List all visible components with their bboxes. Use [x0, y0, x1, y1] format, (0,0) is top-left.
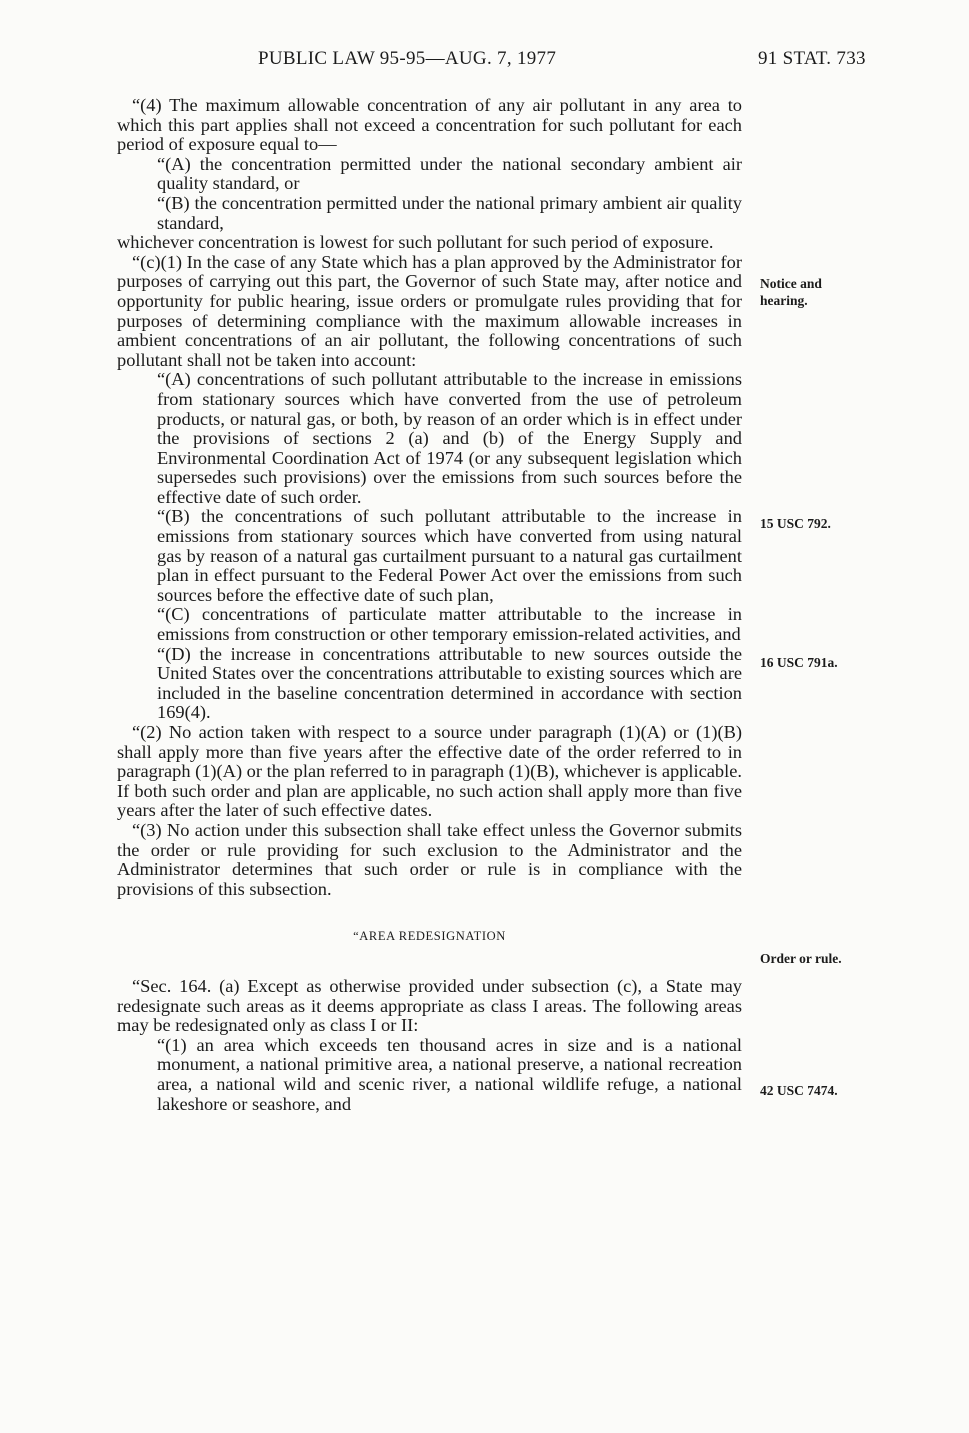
- subsection-c3: “(3) No action under this subsection shall take effect unless the Governor submits the order or rule providing for such exclusion to the Administrator and the Administrator determines that such order or rule is in compliance with the provisions of this subsection.: [117, 819, 742, 899]
- paragraph-4: “(4) The maximum allowable concentration of any air pollutant in any area to which this part applies shall not exceed a concentration for such pollutant for each period of exposure equal to—: [117, 95, 742, 155]
- clause-c1d: “(D) the increase in concentrations attributable to new sources outside the United States over the concentrations attributable to existing sources which are included in the baseline concentration determined in accordance with section 169(4).: [157, 643, 742, 723]
- margin-note-notice-hearing: Notice and hearing.: [760, 276, 822, 308]
- clause-164a1: “(1) an area which exceeds ten thousand acres in size and is a national monument, a national primitive area, a national preserve, a national recreation area, a national wild and scenic river, a national wildlife refuge, a national lakeshore or seashore, and: [157, 1034, 742, 1114]
- clause-4b: “(B) the concentration permitted under the national primary ambient air quality standard,: [157, 192, 742, 233]
- statute-body: [117, 96, 742, 1114]
- running-header: PUBLIC LAW 95-95—AUG. 7, 1977: [258, 48, 557, 69]
- clause-4a: “(A) the concentration permitted under the national secondary ambient air quality standard, or: [157, 153, 742, 194]
- margin-note-15-usc-792: 15 USC 792.: [760, 516, 831, 531]
- clause-c1c: “(C) concentrations of particulate matter attributable to the increase in emissions from construction or other temporary emission-related activities, and: [157, 604, 742, 645]
- clause-c1a: “(A) concentrations of such pollutant attributable to the increase in emissions from stationary sources which have converted from the use of petroleum products, or natural gas, or both, by reason of an order which is in effect under the provisions of sections 2 (a) and (b) of the Energy Supply and Environmental Coordination Act of 1974 (or any subsequent legislation which supersedes such provisions) over the emissions from such sources before the effective date of such order.: [157, 369, 742, 507]
- paragraph-continuation: whichever concentration is lowest for such pollutant for such period of exposure.: [117, 232, 714, 253]
- margin-note-order-or-rule: Order or rule.: [760, 951, 842, 966]
- section-164a: “Sec. 164. (a) Except as otherwise provided under subsection (c), a State may redesignate such areas as it deems appropriate as class I areas. The following areas may be redesignated only as class I or II:: [117, 975, 742, 1036]
- margin-note-42-usc-7474: 42 USC 7474.: [760, 1083, 838, 1098]
- margin-note-16-usc-791a: 16 USC 791a.: [760, 655, 838, 670]
- subsection-c1: “(c)(1) In the case of any State which has a plan approved by the Administrator for purposes of carrying out this part, the Governor of such State may, after notice and opportunity for public hearing, issue orders or promulgate rules providing that for purposes of determining compliance with the maximum allowable increases in ambient concentrations of an air pollutant, the following concentrations of such pollutant shall not be taken into account:: [117, 251, 742, 370]
- clause-c1b: “(B) the concentrations of such pollutant attributable to the increase in emissions from stationary sources which have converted from using natural gas by reason of a natural gas curtailment pursuant to a natural gas curtailment plan in effect pursuant to the Federal Power Act over the emissions from such sources before the effective date of such plan,: [157, 506, 742, 605]
- subsection-c2: “(2) No action taken with respect to a source under paragraph (1)(A) or (1)(B) shall apply more than five years after the effective date of the order referred to in paragraph (1)(A) or the plan referred to in paragraph (1)(B), whichever is applicable. If both such order and plan are applicable, no such action shall apply more than five years after the later of such effective dates.: [117, 722, 742, 821]
- section-heading: “AREA REDESIGNATION: [353, 929, 506, 944]
- page-citation: 91 STAT. 733: [758, 48, 866, 69]
